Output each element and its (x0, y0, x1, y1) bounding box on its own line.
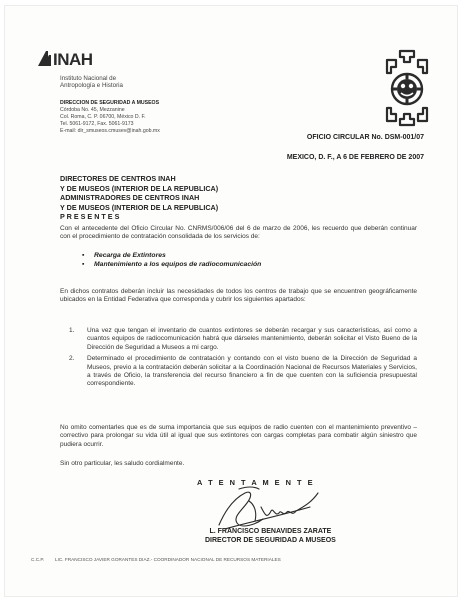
body-paragraph-3: No omito comentarles que es de suma importancia que sus equipos de radio cuenten con el mantenimiento preventivo – correctivo para prolongar su vida útil al igual que sus extintores con cargas completas para combatir algún siniestro que pudiera ocurrir. (60, 424, 417, 448)
bullet-icon: ▪ (82, 261, 85, 268)
ccp-label: C.C.P. (31, 557, 45, 562)
recipient-line: Y DE MUSEOS (INTERIOR DE LA REPUBLICA) (60, 183, 219, 193)
step-number: 1. (69, 327, 75, 334)
org-name-line: Antropología e Historia (60, 82, 123, 90)
ccp-text: LIC. FRANCISCO JAVIER GORANTES DIAZ.- COORDINADOR NACIONAL DE RECURSOS MATERIALES (55, 557, 281, 562)
step-text: Una vez que tengan el inventario de cuantos extintores se deberán recargar y sus características, así como a cuantos equipos de radiocomunicación habrá que dárseles mantenimiento, deberán solicitar el Visto Bueno de la Dirección de Seguridad a Museos a mi cargo. (87, 327, 417, 351)
signer-name: L. FRANCISCO BENAVIDES ZARATE (209, 528, 332, 535)
salutation: A T E N T A M E N T E (197, 478, 315, 487)
coat-of-arms-icon (383, 48, 431, 128)
inah-logo-mark-icon (36, 48, 106, 68)
recipients-block (60, 174, 218, 222)
signer-title: DIRECTOR DE SEGURIDAD A MUSEOS (205, 537, 336, 545)
circular-number: OFICIO CIRCULAR No. DSM-001/07 (306, 134, 424, 141)
recipient-line: P R E S E N T E S (60, 212, 120, 222)
signer-block (205, 527, 336, 546)
recipient-line: Y DE MUSEOS (INTERIOR DE LA REPUBLICA) (60, 202, 219, 212)
step-number: 2. (69, 355, 75, 363)
list-item (60, 327, 417, 352)
org-name-line: Instituto Nacional de (60, 75, 117, 82)
list-item (82, 251, 261, 260)
signature-icon (215, 481, 330, 533)
bullet-icon: ▪ (82, 252, 85, 259)
place-date: MEXICO, D. F., A 6 DE FEBRERO DE 2007 (286, 154, 424, 161)
address-line: Col. Roma, C. P. 06700, México D. F. (60, 113, 146, 120)
services-list (82, 251, 261, 269)
list-item (82, 260, 261, 269)
coat-of-arms-emblem (383, 48, 431, 128)
steps-list (60, 327, 417, 392)
department-name: DIRECCION DE SEGURIDAD A MUSEOS (60, 100, 160, 106)
inah-logo (36, 48, 106, 68)
step-text: Determinado el procedimiento de contratación y contando con el visto bueno de la Dirección de Seguridad a Museos, previo a la contratación deberán solicitar a la Coordinación Nacional de Recursos Materiales y Servicios, a través de Oficio, la transferencia del recurso financiero a fin de que cuenten con la suficiencia presupuestal correspondiente. (87, 355, 417, 388)
recipient-line: DIRECTORES DE CENTROS INAH (60, 174, 176, 183)
address-line: Córdoba No. 45, Mezzanine (60, 106, 125, 113)
service-label: Mantenimiento a los equipos de radiocomunicación (94, 261, 262, 268)
phone-line: Tel. 5061-9172, Fax. 5061-9173 (60, 120, 134, 127)
department-block (60, 100, 160, 135)
service-label: Recarga de Extintores (94, 252, 166, 259)
email-line: E-mail: dir_smuseos.cmusev@inah.gob.mx (60, 127, 160, 134)
logo-text: INAH (53, 50, 93, 68)
org-name (60, 75, 123, 90)
recipient-line: ADMINISTRADORES DE CENTROS INAH (60, 193, 200, 203)
body-paragraph-2: En dichos contratos deberán incluir las necesidades de todos los centros de trabajo que se encuentren geográficamente ubicados en la Entidad Federativa que corresponda y cubrir los siguientes apartados: (60, 288, 417, 304)
list-item (60, 355, 417, 389)
letter-page (5, 6, 457, 596)
closing-line: Sin otro particular, les saludo cordialmente. (60, 460, 185, 467)
signature (215, 481, 330, 533)
body-paragraph-1: Con el antecedente del Oficio Circular No. CNRMS/006/06 del 6 de marzo de 2006, les recuerdo que deberán continuar con el procedimiento de contratación consolidada de los servicios de: (60, 225, 417, 241)
